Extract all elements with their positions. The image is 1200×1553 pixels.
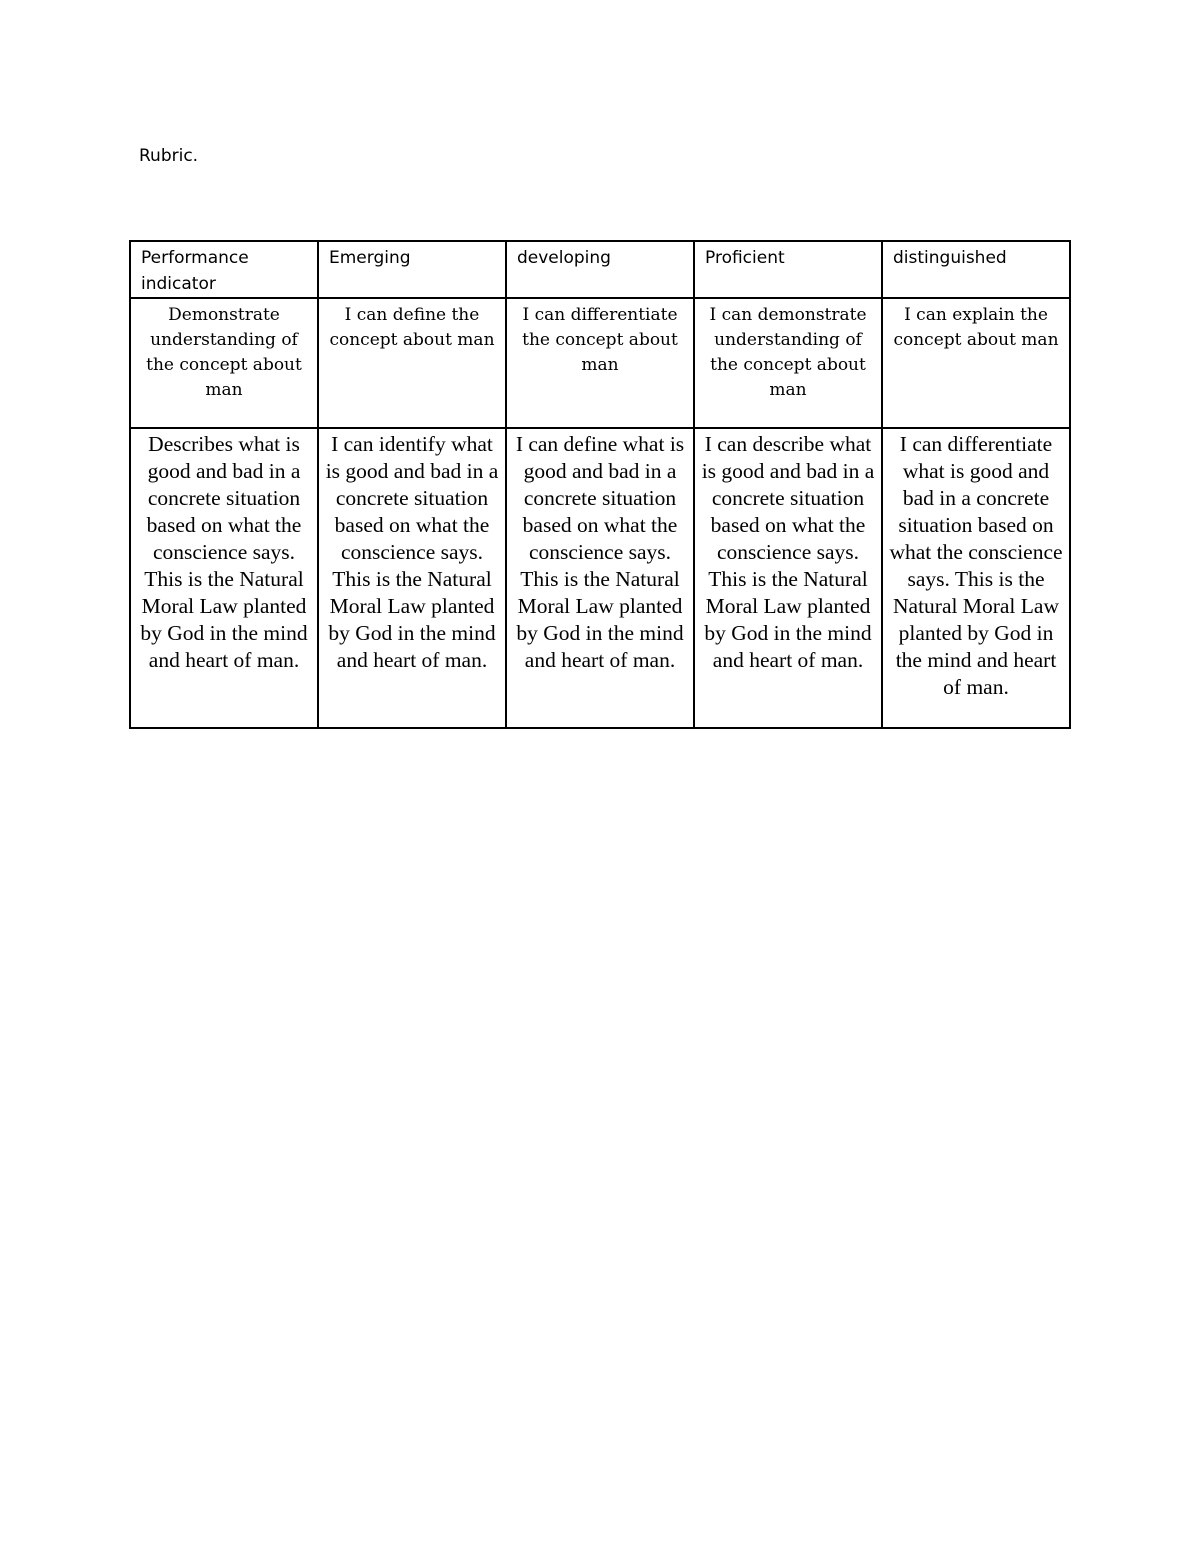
header-developing: developing bbox=[506, 241, 694, 298]
cell-emerging: I can identify what is good and bad in a concrete situation based on what the conscience says. This is the Natural Moral Law planted by God in the mind and heart of man. bbox=[318, 428, 506, 728]
table-header-row bbox=[130, 241, 1070, 298]
cell-distinguished: I can explain the concept about man bbox=[882, 298, 1070, 428]
header-performance-indicator: Performance indicator bbox=[130, 241, 318, 298]
cell-distinguished: I can differentiate what is good and bad in a concrete situation based on what the conscience says. This is the Natural Moral Law planted by God in the mind and heart of man. bbox=[882, 428, 1070, 728]
cell-proficient: I can demonstrate understanding of the concept about man bbox=[694, 298, 882, 428]
cell-indicator: Demonstrate understanding of the concept about man bbox=[130, 298, 318, 428]
header-proficient: Proficient bbox=[694, 241, 882, 298]
cell-developing: I can differentiate the concept about man bbox=[506, 298, 694, 428]
table-row bbox=[130, 428, 1070, 728]
page-title: Rubric. bbox=[139, 146, 199, 166]
cell-indicator: Describes what is good and bad in a concrete situation based on what the conscience says. This is the Natural Moral Law planted by God in the mind and heart of man. bbox=[130, 428, 318, 728]
cell-proficient: I can describe what is good and bad in a concrete situation based on what the conscience says. This is the Natural Moral Law planted by God in the mind and heart of man. bbox=[694, 428, 882, 728]
header-distinguished: distinguished bbox=[882, 241, 1070, 298]
cell-emerging: I can define the concept about man bbox=[318, 298, 506, 428]
cell-developing: I can define what is good and bad in a concrete situation based on what the conscience says. This is the Natural Moral Law planted by God in the mind and heart of man. bbox=[506, 428, 694, 728]
table-row bbox=[130, 298, 1070, 428]
header-emerging: Emerging bbox=[318, 241, 506, 298]
rubric-table bbox=[129, 240, 1071, 729]
